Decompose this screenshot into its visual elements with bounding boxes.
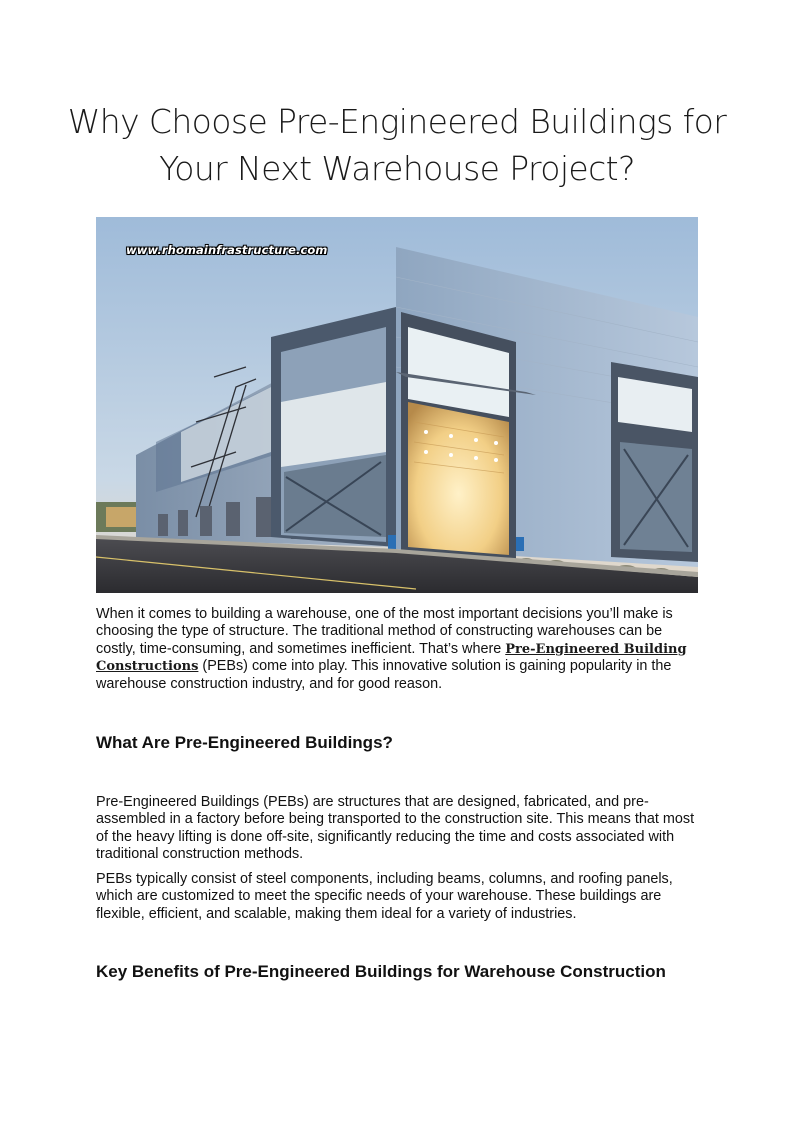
intro-text-start: When it comes to building a warehouse, one of the most important decisions you’ll make is choosing the type of structure. The traditional method of constructing warehouses can be costly, time-consuming, and sometimes inefficient. That’s where xyxy=(96,606,673,657)
peb-constructions-link[interactable]: Pre-Engineered Building Constructions xyxy=(96,641,687,675)
section-heading-key-benefits: Key Benefits of Pre-Engineered Buildings for Warehouse Construction xyxy=(96,962,666,981)
section1-paragraph-1: Pre-Engineered Buildings (PEBs) are structures that are designed, fabricated, and pre-assembled in a factory before being transported to the construction site. This means that most of the heavy lifting is done off-site, significantly reducing the time and costs associated with traditional construction methods. xyxy=(96,794,695,863)
watermark-text: www.rhomainfrastructure.com xyxy=(126,243,328,257)
hero-image xyxy=(96,217,698,593)
title-line-1: Why Choose Pre-Engineered Buildings for xyxy=(67,102,727,141)
page-title xyxy=(60,98,734,192)
section-heading-what-are-pebs: What Are Pre-Engineered Buildings? xyxy=(96,733,393,752)
intro-text-end: (PEBs) come into play. This innovative solution is gaining popularity in the warehouse construction industry, and for good reason. xyxy=(96,658,672,692)
title-line-2: Your Next Warehouse Project? xyxy=(159,149,635,188)
section1-paragraph-2: PEBs typically consist of steel components, including beams, columns, and roofing panels, which are customized to meet the specific needs of your warehouse. These buildings are flexible, efficient, and scalable, making them ideal for a variety of industries. xyxy=(96,871,673,922)
intro-paragraph xyxy=(96,606,700,693)
